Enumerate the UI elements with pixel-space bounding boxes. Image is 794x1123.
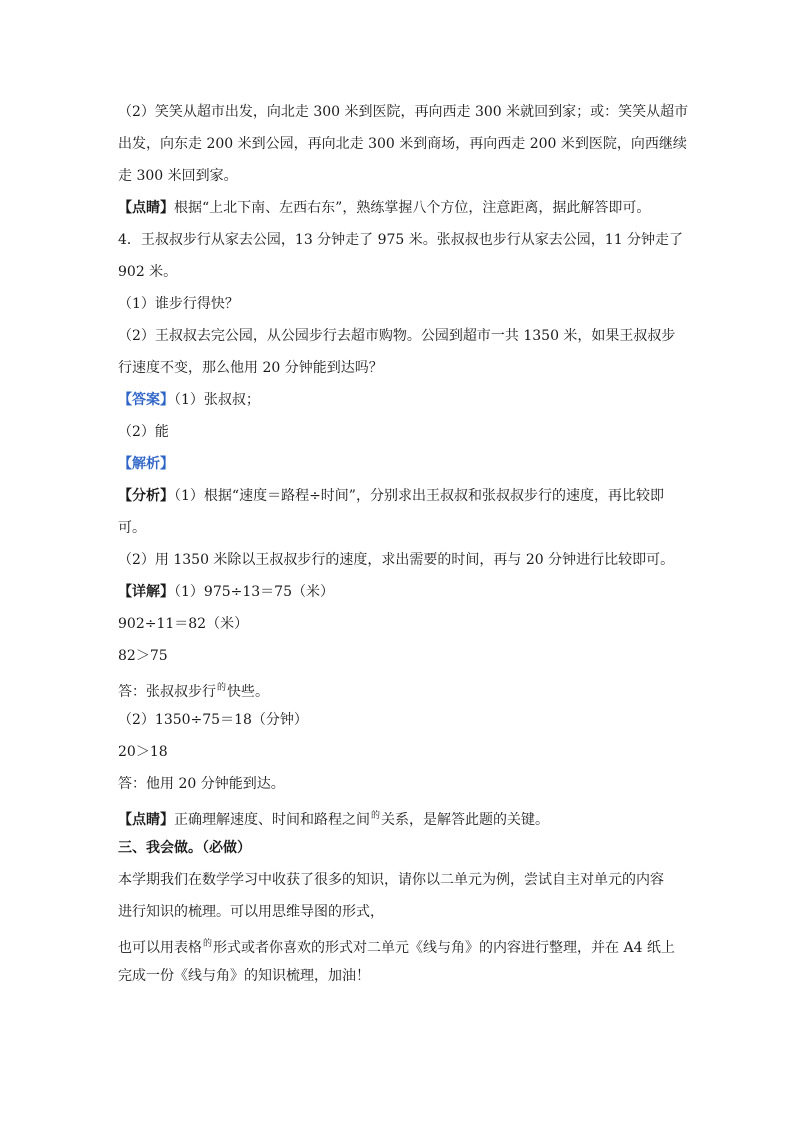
- detail-answer1-b: 快些。: [227, 684, 270, 700]
- detail-answer1: [118, 678, 678, 702]
- section3-line3-b: 形式或者你喜欢的形式对二单元《线与角》的内容进行整理，并在 A4 纸上: [213, 940, 675, 956]
- fenxi-line1: [118, 486, 678, 506]
- q4-line1: 4．王叔叔步行从家去公园，13 分钟走了 975 米。张叔叔也步行从家去公园，11 分钟走了: [118, 232, 684, 248]
- q3-tip: [118, 198, 678, 218]
- section3-line3-a: 也可以用表格: [118, 940, 202, 956]
- q3-part2-line2: 出发，向东走 200 米到公园，再向北走 300 米到商场，再向西走 200 米到医院，向西继续: [118, 136, 687, 152]
- q4-sub2-line2: 行速度不变，那么他用 20 分钟能到达吗？: [118, 360, 383, 376]
- section3-line4: 完成一份《线与角》的知识梳理，加油！: [118, 968, 370, 984]
- q4-tip: [118, 806, 678, 830]
- answer-text1: （1）张叔叔；: [174, 392, 260, 408]
- fenxi-line3: （2）用 1350 米除以王叔叔步行的速度，求出需要的时间，再与 20 分钟进行比较即可。: [118, 552, 675, 568]
- detail-answer1-a: 答：张叔叔步行: [118, 684, 216, 700]
- q4-sub2-line1: （2）王叔叔去完公园，从公园步行去超市购物。公园到超市一共 1350 米，如果王叔叔步: [118, 328, 676, 344]
- q4-line2: 902 米。: [118, 264, 178, 280]
- detail-line2: 902÷11＝82（米）: [118, 616, 249, 632]
- detail-answer2: 答：他用 20 分钟能到达。: [118, 776, 285, 792]
- fenxi-line2: 可。: [118, 520, 146, 536]
- q4-sub1: （1）谁步行得快？: [118, 296, 239, 312]
- section3-heading: 三、我会做。（必做）: [118, 840, 251, 856]
- detail-tag: 【详解】: [118, 584, 174, 600]
- section3-line3: [118, 934, 678, 958]
- analysis-tag-line: [118, 454, 678, 474]
- detail-line1: [118, 582, 678, 602]
- q4-tip-sup: 的: [371, 811, 381, 821]
- fenxi-tag: 【分析】: [118, 488, 174, 504]
- section3-line2: 进行知识的梳理。可以用思维导图的形式，: [118, 904, 384, 920]
- q3-part2-line1: （2）笑笑从超市出发，向北走 300 米到医院，再向西走 300 米就回到家；或：笑笑从超市: [118, 104, 689, 120]
- answer-line2: （2）能: [118, 424, 169, 440]
- section3-line3-sup: 的: [203, 939, 213, 949]
- answer-line1: [118, 390, 678, 410]
- detail-line4: （2）1350÷75＝18（分钟）: [118, 712, 308, 728]
- fenxi-text1: （1）根据“速度＝路程÷时间”，分别求出王叔叔和张叔叔步行的速度，再比较即: [174, 488, 664, 504]
- section3-line1: 本学期我们在数学学习中收获了很多的知识，请你以二单元为例，尝试自主对单元的内容: [118, 872, 664, 888]
- tip-tag: 【点睛】: [118, 200, 174, 216]
- detail-text1: （1）975÷13＝75（米）: [174, 584, 334, 600]
- answer-tag: 【答案】: [118, 392, 174, 408]
- q4-tip-text-b: 关系，是解答此题的关键。: [381, 812, 550, 828]
- analysis-tag: 【解析】: [118, 456, 174, 472]
- q4-tip-text-a: 正确理解速度、时间和路程之间: [174, 812, 370, 828]
- detail-line5: 20＞18: [118, 744, 168, 760]
- tip-text: 根据“上北下南、左西右东”，熟练掌握八个方位，注意距离，据此解答即可。: [174, 200, 651, 216]
- q4-tip-tag: 【点睛】: [118, 812, 174, 828]
- q3-part2-line3: 走 300 米回到家。: [118, 168, 238, 184]
- detail-line3: 82＞75: [118, 648, 168, 664]
- detail-answer1-sup: 的: [217, 683, 227, 693]
